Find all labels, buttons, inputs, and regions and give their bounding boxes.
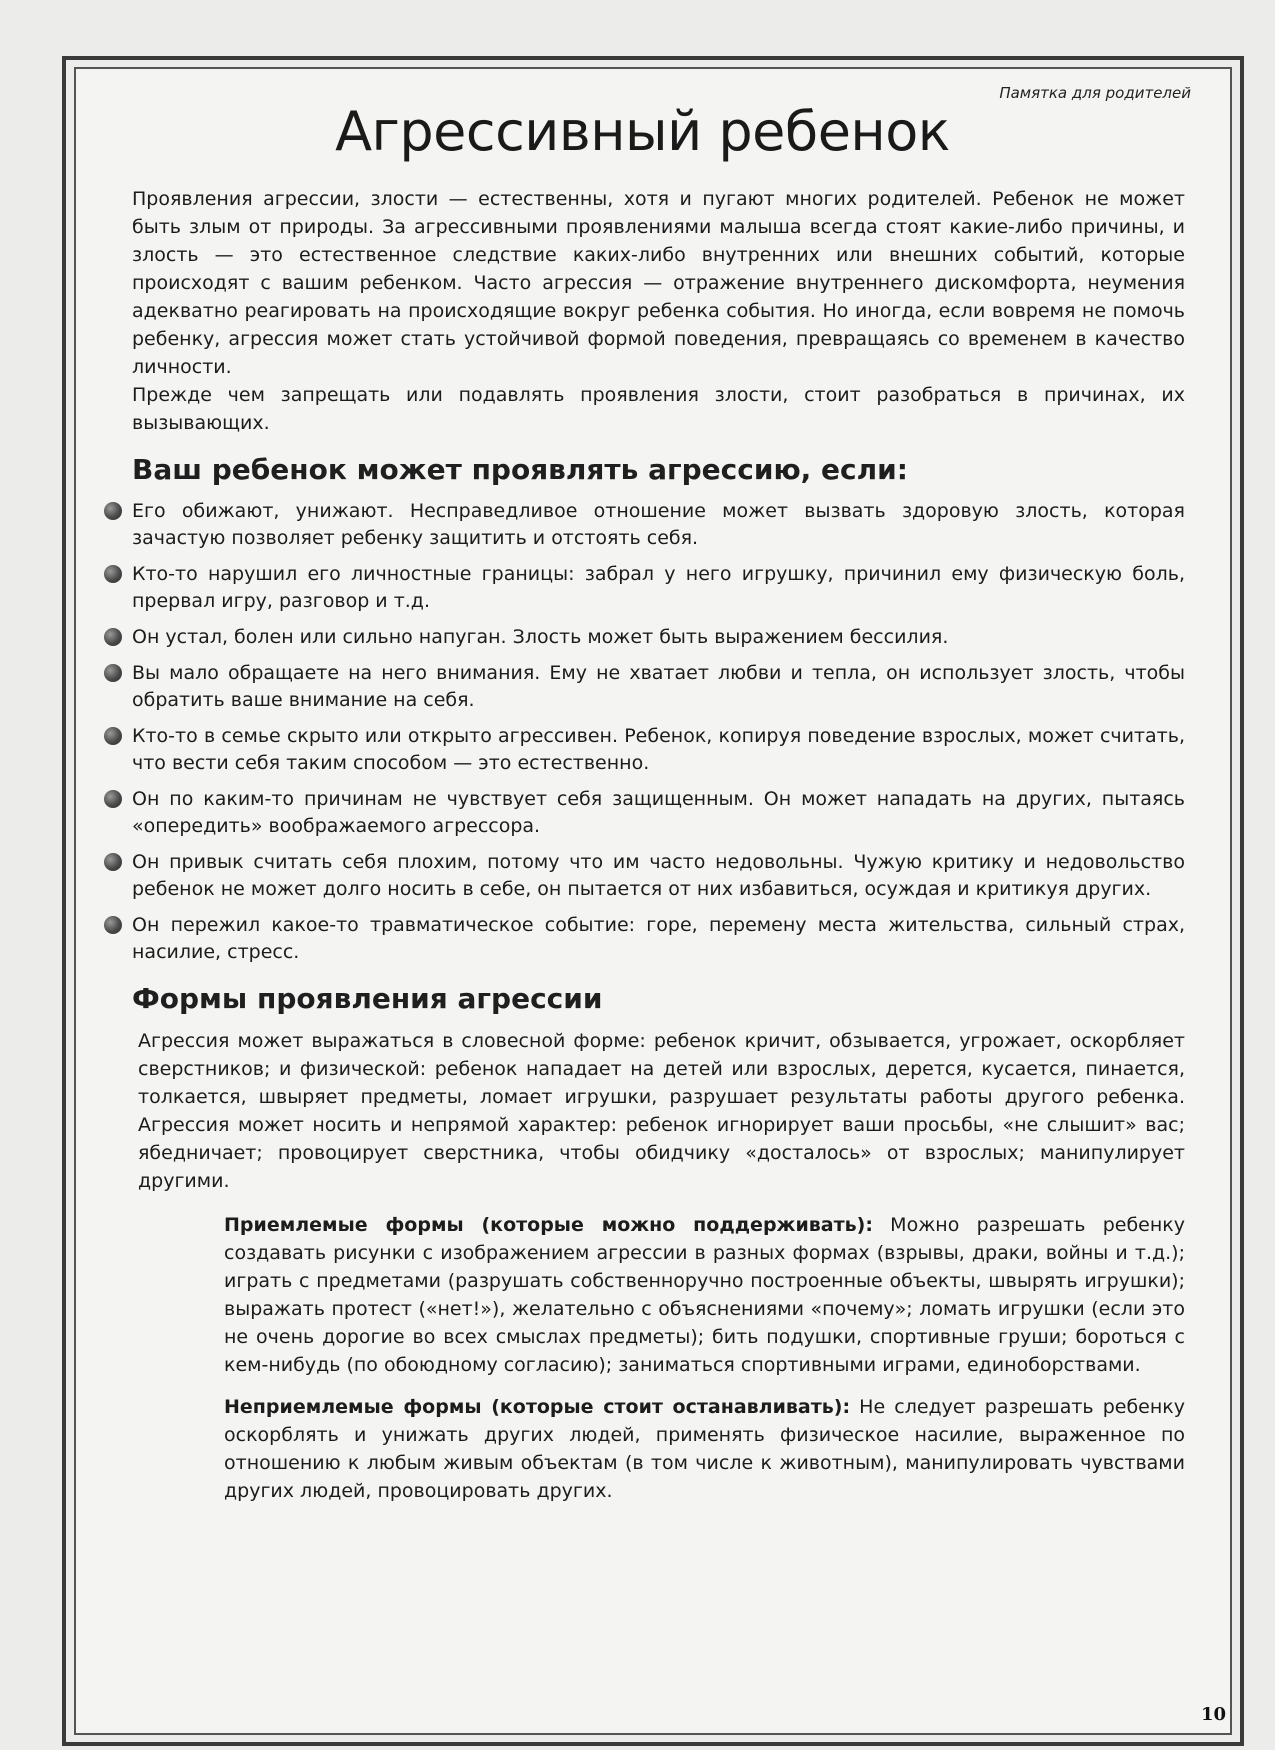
acceptable-forms-text: Можно разрешать ребенку создавать рисунки с изображением агрессии в разных формах (взрывы, драки, войны и т.д.); играть с предметами (разрушать собственноручно построенные объекты, швырять игрушки); выражать протест («нет!»), желательно с объяснениями «почему»; ломать игрушки (если это не очень дорогие во всех смыслах предметы); бить подушки, спортивные груши; бороться с кем-нибудь (по обоюдному согласию); заниматься спортивными играми, единоборствами.: [224, 1214, 1186, 1376]
list-item-text: Он привык считать себя плохим, потому что им часто недовольны. Чужую критику и недовольство ребенок не может долго носить в себе, он пытается от них избавиться, осуждая и критикуя других.: [132, 851, 1185, 900]
bullet-icon: [104, 853, 122, 871]
intro-paragraph: Прежде чем запрещать или подавлять проявления злости, стоит разобраться в причинах, их вызывающих.: [132, 384, 1185, 434]
list-item-text: Он устал, болен или сильно напуган. Злость может быть выражением бессилия.: [132, 626, 949, 648]
bullet-icon: [104, 664, 122, 682]
bullet-icon: [104, 628, 122, 646]
bullet-icon: [104, 916, 122, 934]
bullet-icon: [104, 790, 122, 808]
bullet-icon: [104, 565, 122, 583]
list-item-text: Он пережил какое-то травматическое событие: горе, перемену места жительства, сильный страх, насилие, стресс.: [132, 914, 1185, 963]
page-title: Агрессивный ребенок: [335, 100, 950, 163]
list-item: [100, 660, 1185, 714]
list-item-text: Его обижают, унижают. Несправедливое отношение может вызвать здоровую злость, которая зачастую позволяет ребенку защитить и отстоять себя.: [132, 500, 1185, 549]
causes-list: [100, 498, 1185, 966]
forms-section: [100, 1027, 1185, 1195]
forms-heading: Формы проявления агрессии: [132, 982, 603, 1015]
acceptable-forms-section: [100, 1211, 1185, 1379]
unacceptable-forms-text: Не следует разрешать ребенку оскорблять и унижать других людей, применять физическое насилие, выраженное по отношению к любым живым объектам (в том числе к животным), манипулировать чувствами других людей, провоцировать других.: [224, 1396, 1185, 1502]
header-label: Памятка для родителей: [999, 84, 1191, 102]
document-content: [100, 78, 1191, 1505]
list-item: [100, 786, 1185, 840]
bullet-icon: [104, 727, 122, 745]
list-item-text: Кто-то в семье скрыто или открыто агрессивен. Ребенок, копируя поведение взрослых, может считать, что вести себя таким способом — это естественно.: [132, 725, 1185, 774]
unacceptable-forms-label: Неприемлемые формы (которые стоит останавливать):: [224, 1396, 851, 1418]
list-item: [100, 723, 1185, 777]
unacceptable-forms-section: [100, 1393, 1185, 1505]
intro-section: [100, 185, 1185, 437]
unacceptable-forms-paragraph: [224, 1393, 1185, 1505]
list-item-text: Он по каким-то причинам не чувствует себя защищенным. Он может нападать на других, пытаясь «опередить» воображаемого агрессора.: [132, 788, 1185, 837]
list-item-text: Вы мало обращаете на него внимания. Ему не хватает любви и тепла, он использует злость, чтобы обратить ваше внимание на себя.: [132, 662, 1185, 711]
acceptable-forms-paragraph: [224, 1211, 1185, 1379]
forms-paragraph: Агрессия может выражаться в словесной форме: ребенок кричит, обзывается, угрожает, оскорбляет сверстников; и физической: ребенок нападает на детей или взрослых, дерется, кусается, пинается, толкается, швыряет предметы, ломает игрушки, разрушает результаты работы другого ребенка. Агрессия может носить и непрямой характер: ребенок игнорирует ваши просьбы, «не слышит» вас; ябедничает; провоцирует сверстника, чтобы обидчику «досталось» от взрослых; манипулирует другими.: [138, 1030, 1185, 1192]
acceptable-forms-label: Приемлемые формы (которые можно поддерживать):: [224, 1214, 873, 1236]
list-item: [100, 624, 1185, 651]
list-item: [100, 849, 1185, 903]
causes-heading: Ваш ребенок может проявлять агрессию, если:: [132, 453, 908, 486]
list-item-text: Кто-то нарушил его личностные границы: забрал у него игрушку, причинил ему физическую боль, прервал игру, разговор и т.д.: [132, 563, 1185, 612]
list-item: [100, 498, 1185, 552]
list-item: [100, 912, 1185, 966]
bullet-icon: [104, 502, 122, 520]
page-number: 10: [1200, 1704, 1226, 1725]
list-item: [100, 561, 1185, 615]
intro-paragraph: Проявления агрессии, злости — естественны, хотя и пугают многих родителей. Ребенок не может быть злым от природы. За агрессивными проявлениями малыша всегда стоят какие-либо причины, и злость — это естественное следствие каких-либо внутренних или внешних событий, которые происходят с вашим ребенком. Часто агрессия — отражение внутреннего дискомфорта, неумения адекватно реагировать на происходящие вокруг ребенка события. Но иногда, если вовремя не помочь ребенку, агрессия может стать устойчивой формой поведения, превращаясь со временем в качество личности.: [132, 188, 1185, 378]
